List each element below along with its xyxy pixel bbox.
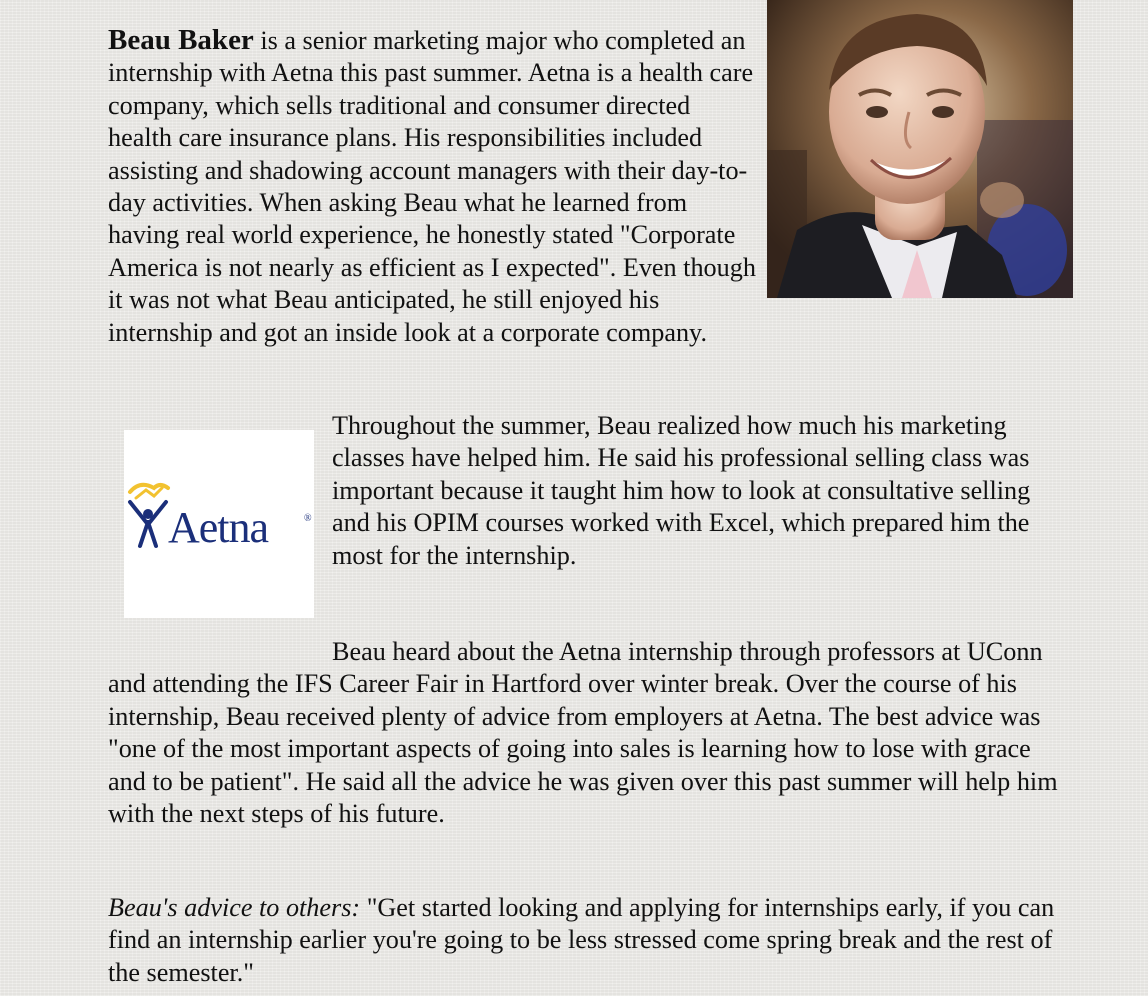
advice-quote: "Get started looking and applying for internships early, if you can find an internship earlier you're going to be less stressed come spring break and the rest of the semester." <box>108 893 1055 987</box>
classes-body: Throughout the summer, Beau realized how much his marketing classes have helped him. He said his professional selling class was important because it taught him how to look at consultative selling and his OPIM courses worked with Excel, which prepared him the most for the internship. <box>332 411 1031 570</box>
advice-body: Beau heard about the Aetna internship through professors at UConn and attending the IFS Career Fair in Hartford over winter break. Over the course of his internship, Beau received plenty of advice from employers at Aetna. The best advice was "one of the most important aspects of going into sales is learning how to lose with grace and to be patient". He said all the advice he was given over this past summer will help him with the next steps of his future. <box>108 637 1058 829</box>
advice-paragraph <box>108 636 1073 830</box>
aetna-logo <box>124 430 314 618</box>
aetna-wordmark: Aetna <box>168 503 269 552</box>
advice-to-others-paragraph <box>108 892 1073 989</box>
registered-mark: ® <box>304 513 312 524</box>
classes-paragraph <box>108 410 1073 618</box>
advice-label: Beau's advice to others: <box>108 893 361 922</box>
student-name: Beau Baker <box>108 24 254 56</box>
intro-body: is a senior marketing major who completed an internship with Aetna this past summer. Aetna is a health care company, which sells traditional and consumer directed health care insurance plans. His responsibilities included assisting and shadowing account managers with their day-to-day activities. When asking Beau what he learned from having real world experience, he honestly stated "Corporate America is not nearly as efficient as I expected". Even though it was not what Beau anticipated, he still enjoyed his internship and got an inside look at a corporate company. <box>108 26 756 347</box>
portrait-icon <box>767 0 1073 298</box>
portrait-photo <box>767 0 1073 300</box>
intro-paragraph <box>108 24 1073 349</box>
